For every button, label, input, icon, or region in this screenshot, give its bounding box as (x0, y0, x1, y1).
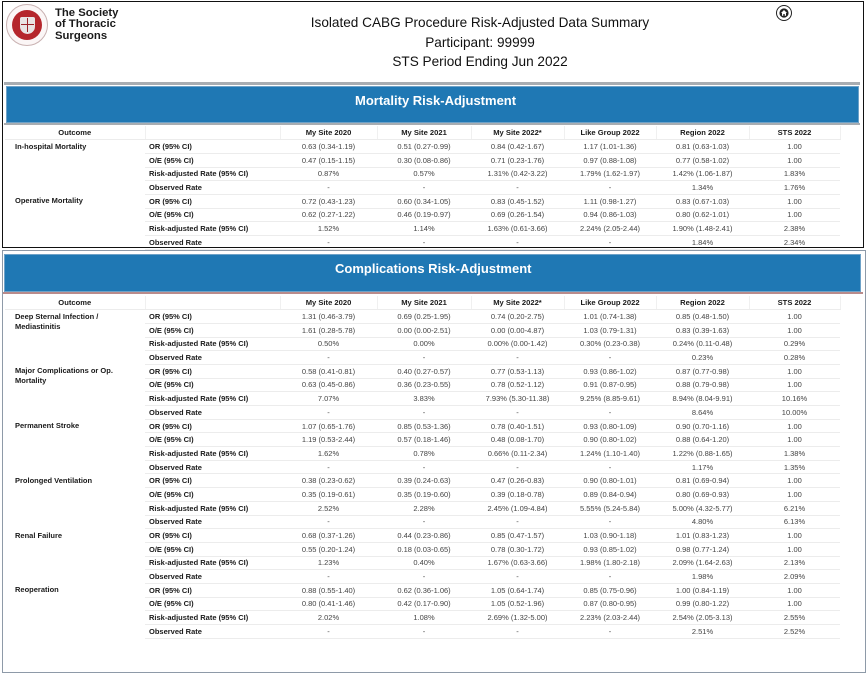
metric-value: 0.62 (0.27-1.22) (280, 208, 377, 222)
metric-value: 0.72 (0.43-1.23) (280, 194, 377, 208)
metric-label: Risk-adjusted Rate (95% CI) (145, 337, 280, 351)
metric-value: 0.40 (0.27-0.57) (377, 364, 471, 378)
metric-value: - (564, 351, 656, 365)
divider (3, 292, 863, 294)
metric-value: 0.57% (377, 167, 471, 181)
metric-value: 0.80 (0.41-1.46) (280, 597, 377, 611)
divider (4, 82, 860, 85)
metric-value: 1.00 (0.84-1.19) (656, 583, 749, 597)
metric-value: 1.08% (377, 611, 471, 625)
table-row (5, 140, 840, 154)
metric-value: - (564, 460, 656, 474)
metric-value: 1.19 (0.53-2.44) (280, 433, 377, 447)
reporting-period: STS Period Ending Jun 2022 (392, 54, 568, 69)
metric-value: 0.58 (0.41-0.81) (280, 364, 377, 378)
table-header-row (5, 296, 840, 310)
metric-value: 1.03 (0.79-1.31) (564, 323, 656, 337)
metric-label: OR (95% CI) (145, 364, 280, 378)
metric-value: - (471, 351, 564, 365)
outcome-name: Reoperation (15, 585, 59, 595)
metric-value: 0.29% (749, 337, 840, 351)
metric-value: 1.34% (656, 181, 749, 195)
metric-value: 2.24% (2.05-2.44) (564, 222, 656, 236)
divider (4, 123, 860, 125)
column-header: My Site 2021 (377, 296, 471, 310)
metric-value: 10.16% (749, 392, 840, 406)
section-title: Mortality Risk-Adjustment (355, 93, 517, 108)
table-row (5, 583, 840, 597)
metric-value: 2.02% (280, 611, 377, 625)
metric-value: 0.55 (0.20-1.24) (280, 542, 377, 556)
column-header: Like Group 2022 (564, 126, 656, 140)
home-button[interactable] (776, 5, 792, 21)
metric-value: 0.47 (0.26-0.83) (471, 474, 564, 488)
metric-value: 5.00% (4.32-5.77) (656, 501, 749, 515)
metric-value: 1.63% (0.61-3.66) (471, 222, 564, 236)
metric-value: 8.64% (656, 406, 749, 420)
metric-label: Observed Rate (145, 236, 280, 250)
column-header: Outcome (5, 296, 145, 310)
metric-value: 0.46 (0.19-0.97) (377, 208, 471, 222)
metric-value: 0.62 (0.36-1.06) (377, 583, 471, 597)
metric-value: - (564, 515, 656, 529)
metric-label: Observed Rate (145, 460, 280, 474)
organization-name (55, 8, 118, 43)
metric-value: - (377, 625, 471, 639)
column-header (145, 296, 280, 310)
metric-value: 0.81 (0.63-1.03) (656, 140, 749, 154)
metric-value: 0.81 (0.69-0.94) (656, 474, 749, 488)
metric-value: 1.03 (0.90-1.18) (564, 529, 656, 543)
column-header (145, 126, 280, 140)
metric-label: O/E (95% CI) (145, 542, 280, 556)
outcome-name: Prolonged Ventilation (15, 475, 93, 485)
column-header: My Site 2022* (471, 296, 564, 310)
metric-value: 0.90 (0.80-1.02) (564, 433, 656, 447)
metric-value: 0.85 (0.48-1.50) (656, 310, 749, 324)
metric-value: 2.28% (377, 501, 471, 515)
table-row (5, 364, 840, 378)
outcome-name: Operative Mortality (15, 196, 83, 206)
metric-value: 0.88 (0.55-1.40) (280, 583, 377, 597)
metric-value: 0.77 (0.58-1.02) (656, 153, 749, 167)
metric-label: Risk-adjusted Rate (95% CI) (145, 501, 280, 515)
metric-value: 9.25% (8.85-9.61) (564, 392, 656, 406)
metric-value: 0.93 (0.85-1.02) (564, 542, 656, 556)
metric-value: - (377, 406, 471, 420)
column-header: My Site 2022* (471, 126, 564, 140)
metric-value: 1.00 (749, 208, 840, 222)
metric-value: 0.28% (749, 351, 840, 365)
metric-value: - (471, 515, 564, 529)
metric-value: 2.23% (2.03-2.44) (564, 611, 656, 625)
metric-value: 3.83% (377, 392, 471, 406)
column-header: Outcome (5, 126, 145, 140)
metric-value: 1.00 (749, 364, 840, 378)
metric-value: 0.36 (0.23-0.55) (377, 378, 471, 392)
metric-value: 0.84 (0.42-1.67) (471, 140, 564, 154)
sts-logo (6, 3, 136, 47)
metric-value: - (377, 181, 471, 195)
metric-value: 1.01 (0.83-1.23) (656, 529, 749, 543)
metric-value: 1.00 (749, 419, 840, 433)
metric-value: - (564, 406, 656, 420)
metric-value: - (377, 460, 471, 474)
report-title: Isolated CABG Procedure Risk-Adjusted Data Summary (310, 15, 650, 30)
metric-label: O/E (95% CI) (145, 153, 280, 167)
metric-value: 0.87% (280, 167, 377, 181)
outcome-name: Permanent Stroke (15, 421, 80, 431)
column-header: My Site 2020 (280, 296, 377, 310)
metric-value: - (280, 515, 377, 529)
metric-label: Observed Rate (145, 351, 280, 365)
metric-value: 0.83 (0.67-1.03) (656, 194, 749, 208)
metric-value: - (377, 515, 471, 529)
outcome-name: In-hospital Mortality (15, 142, 87, 152)
metric-value: 2.52% (749, 625, 840, 639)
metric-value: 0.99 (0.80-1.22) (656, 597, 749, 611)
metric-value: - (471, 406, 564, 420)
metric-value: 0.93 (0.86-1.02) (564, 364, 656, 378)
metric-value: 1.00 (749, 194, 840, 208)
metric-value: - (564, 181, 656, 195)
metric-value: 1.79% (1.62-1.97) (564, 167, 656, 181)
metric-value: - (377, 570, 471, 584)
metric-value: 0.42 (0.17-0.90) (377, 597, 471, 611)
metric-value: 2.38% (749, 222, 840, 236)
metric-value: 2.55% (749, 611, 840, 625)
metric-value: 0.00% (0.00-1.42) (471, 337, 564, 351)
column-header: Region 2022 (656, 126, 749, 140)
metric-value: 5.55% (5.24-5.84) (564, 501, 656, 515)
outcome-name: Major Complications or Op. Mortality (15, 366, 113, 385)
metric-label: OR (95% CI) (145, 419, 280, 433)
column-header: Region 2022 (656, 296, 749, 310)
metric-value: 1.52% (280, 222, 377, 236)
metric-value: - (564, 625, 656, 639)
metric-value: 1.00 (749, 488, 840, 502)
metric-value: 8.94% (8.04-9.91) (656, 392, 749, 406)
metric-value: 0.91 (0.87-0.95) (564, 378, 656, 392)
metric-value: 1.24% (1.10-1.40) (564, 447, 656, 461)
metric-value: 1.00 (749, 433, 840, 447)
metric-value: 0.00 (0.00-4.87) (471, 323, 564, 337)
metric-value: 0.74 (0.20-2.75) (471, 310, 564, 324)
metric-value: 1.62% (280, 447, 377, 461)
metric-value: 1.67% (0.63-3.66) (471, 556, 564, 570)
metric-value: 1.22% (0.88-1.65) (656, 447, 749, 461)
metric-label: Observed Rate (145, 570, 280, 584)
table-row (5, 310, 840, 324)
metric-value: 1.17% (656, 460, 749, 474)
metric-value: 2.09% (749, 570, 840, 584)
metric-value: 1.11 (0.98-1.27) (564, 194, 656, 208)
metric-value: 1.90% (1.48-2.41) (656, 222, 749, 236)
metric-value: 0.78% (377, 447, 471, 461)
outcome-name: Renal Failure (15, 530, 63, 540)
metric-value: - (280, 625, 377, 639)
metric-label: Risk-adjusted Rate (95% CI) (145, 167, 280, 181)
metric-value: 1.76% (749, 181, 840, 195)
metric-value: 1.83% (749, 167, 840, 181)
metric-label: OR (95% CI) (145, 583, 280, 597)
metric-value: 1.84% (656, 236, 749, 250)
metric-label: OR (95% CI) (145, 140, 280, 154)
metric-value: 1.42% (1.06-1.87) (656, 167, 749, 181)
table-row (5, 419, 840, 433)
metric-value: 0.35 (0.19-0.61) (280, 488, 377, 502)
metric-value: - (280, 236, 377, 250)
metric-value: 0.24% (0.11-0.48) (656, 337, 749, 351)
metric-value: 7.07% (280, 392, 377, 406)
metric-label: O/E (95% CI) (145, 597, 280, 611)
section-header-complications (4, 254, 861, 292)
metric-value: 2.09% (1.64-2.63) (656, 556, 749, 570)
org-name-line: Surgeons (55, 29, 108, 42)
metric-value: 1.00 (749, 323, 840, 337)
metric-value: 0.90 (0.70-1.16) (656, 419, 749, 433)
metric-value: 0.88 (0.64-1.20) (656, 433, 749, 447)
metric-value: 1.31 (0.46-3.79) (280, 310, 377, 324)
section-header-mortality (6, 86, 859, 123)
metric-value: - (377, 236, 471, 250)
metric-value: 0.87 (0.77-0.98) (656, 364, 749, 378)
metric-value: - (280, 460, 377, 474)
metric-value: 0.78 (0.30-1.72) (471, 542, 564, 556)
participant-id: Participant: 99999 (425, 34, 535, 50)
metric-value: 2.51% (656, 625, 749, 639)
metric-value: 0.18 (0.03-0.65) (377, 542, 471, 556)
metric-value: - (280, 351, 377, 365)
metric-label: Risk-adjusted Rate (95% CI) (145, 392, 280, 406)
table-row (5, 529, 840, 543)
metric-value: 2.45% (1.09-4.84) (471, 501, 564, 515)
metric-label: Risk-adjusted Rate (95% CI) (145, 447, 280, 461)
metric-value: 1.01 (0.74-1.38) (564, 310, 656, 324)
metric-value: - (471, 570, 564, 584)
metric-value: 7.93% (5.30-11.38) (471, 392, 564, 406)
metric-value: - (280, 406, 377, 420)
metric-value: 1.14% (377, 222, 471, 236)
metric-value: 0.69 (0.26-1.54) (471, 208, 564, 222)
metric-value: - (564, 570, 656, 584)
metric-label: OR (95% CI) (145, 194, 280, 208)
metric-value: - (280, 181, 377, 195)
column-header: STS 2022 (749, 126, 840, 140)
metric-label: Observed Rate (145, 406, 280, 420)
metric-value: 0.83 (0.45-1.52) (471, 194, 564, 208)
metric-value: 0.00% (377, 337, 471, 351)
metric-value: 1.00 (749, 583, 840, 597)
metric-value: 0.68 (0.37-1.26) (280, 529, 377, 543)
outcome-name: Deep Sternal Infection / Mediastinitis (15, 312, 99, 331)
metric-value: 1.05 (0.52-1.96) (471, 597, 564, 611)
metric-value: 2.34% (749, 236, 840, 250)
metric-value: 0.87 (0.80-0.95) (564, 597, 656, 611)
metric-value: 0.60 (0.34-1.05) (377, 194, 471, 208)
metric-value: 4.80% (656, 515, 749, 529)
metric-value: - (471, 236, 564, 250)
metric-value: 0.39 (0.18-0.78) (471, 488, 564, 502)
metric-value: 0.63 (0.34-1.19) (280, 140, 377, 154)
metric-value: 2.13% (749, 556, 840, 570)
metric-value: 0.47 (0.15-1.15) (280, 153, 377, 167)
metric-value: 1.38% (749, 447, 840, 461)
metric-value: 1.17 (1.01-1.36) (564, 140, 656, 154)
metric-label: O/E (95% CI) (145, 208, 280, 222)
metric-label: Risk-adjusted Rate (95% CI) (145, 556, 280, 570)
org-name-line: The Society (55, 6, 119, 19)
column-header: My Site 2020 (280, 126, 377, 140)
metric-label: OR (95% CI) (145, 310, 280, 324)
metric-value: 1.00 (749, 542, 840, 556)
metric-value: 1.00 (749, 474, 840, 488)
metric-label: O/E (95% CI) (145, 378, 280, 392)
metric-value: 0.35 (0.19-0.60) (377, 488, 471, 502)
metric-value: 0.50% (280, 337, 377, 351)
metric-label: Observed Rate (145, 515, 280, 529)
metric-value: 2.52% (280, 501, 377, 515)
metric-value: 1.35% (749, 460, 840, 474)
metric-value: 0.23% (656, 351, 749, 365)
metric-value: 0.98 (0.77-1.24) (656, 542, 749, 556)
table-header-row (5, 126, 840, 140)
metric-value: 0.40% (377, 556, 471, 570)
metric-label: Risk-adjusted Rate (95% CI) (145, 611, 280, 625)
metric-value: 0.48 (0.08-1.70) (471, 433, 564, 447)
metric-value: 0.97 (0.88-1.08) (564, 153, 656, 167)
metric-value: 0.30% (0.23-0.38) (564, 337, 656, 351)
column-header: Like Group 2022 (564, 296, 656, 310)
metric-value: - (471, 625, 564, 639)
metric-label: Risk-adjusted Rate (95% CI) (145, 222, 280, 236)
metric-value: 0.57 (0.18-1.46) (377, 433, 471, 447)
metric-value: 1.23% (280, 556, 377, 570)
mortality-table (5, 126, 841, 250)
metric-value: 0.94 (0.86-1.03) (564, 208, 656, 222)
metric-value: 2.69% (1.32-5.00) (471, 611, 564, 625)
metric-value: 0.78 (0.40-1.51) (471, 419, 564, 433)
metric-value: 0.00 (0.00-2.51) (377, 323, 471, 337)
metric-label: O/E (95% CI) (145, 323, 280, 337)
metric-value: 0.71 (0.23-1.76) (471, 153, 564, 167)
sts-seal-icon (6, 4, 48, 46)
metric-value: 0.83 (0.39-1.63) (656, 323, 749, 337)
column-header: My Site 2021 (377, 126, 471, 140)
metric-value: 0.63 (0.45-0.86) (280, 378, 377, 392)
metric-value: 1.05 (0.64-1.74) (471, 583, 564, 597)
metric-value: 0.90 (0.80-1.01) (564, 474, 656, 488)
metric-value: 2.54% (2.05-3.13) (656, 611, 749, 625)
metric-value: 0.44 (0.23-0.86) (377, 529, 471, 543)
metric-value: 0.80 (0.62-1.01) (656, 208, 749, 222)
metric-value: - (280, 570, 377, 584)
metric-value: 0.88 (0.79-0.98) (656, 378, 749, 392)
metric-value: - (471, 181, 564, 195)
metric-value: - (377, 351, 471, 365)
metric-value: 0.89 (0.84-0.94) (564, 488, 656, 502)
metric-value: 1.07 (0.65-1.76) (280, 419, 377, 433)
metric-label: Observed Rate (145, 181, 280, 195)
metric-value: 1.00 (749, 140, 840, 154)
section-title: Complications Risk-Adjustment (335, 261, 532, 276)
metric-value: 1.61 (0.28-5.78) (280, 323, 377, 337)
metric-value: 0.51 (0.27-0.99) (377, 140, 471, 154)
metric-value: 0.78 (0.52-1.12) (471, 378, 564, 392)
metric-label: O/E (95% CI) (145, 488, 280, 502)
metric-value: 0.66% (0.11-2.34) (471, 447, 564, 461)
table-row (5, 474, 840, 488)
org-name-line: of Thoracic (55, 18, 116, 31)
column-header: STS 2022 (749, 296, 840, 310)
metric-label: OR (95% CI) (145, 529, 280, 543)
table-row (5, 194, 840, 208)
metric-value: 6.21% (749, 501, 840, 515)
complications-table (5, 296, 841, 639)
metric-value: 1.98% (1.80-2.18) (564, 556, 656, 570)
metric-value: 0.93 (0.80-1.09) (564, 419, 656, 433)
metric-value: 0.30 (0.08-0.86) (377, 153, 471, 167)
metric-value: 1.00 (749, 310, 840, 324)
metric-label: OR (95% CI) (145, 474, 280, 488)
metric-value: 6.13% (749, 515, 840, 529)
metric-value: 0.39 (0.24-0.63) (377, 474, 471, 488)
metric-label: O/E (95% CI) (145, 433, 280, 447)
metric-value: 0.69 (0.25-1.95) (377, 310, 471, 324)
metric-value: 1.00 (749, 529, 840, 543)
metric-label: Observed Rate (145, 625, 280, 639)
metric-value: 1.98% (656, 570, 749, 584)
metric-value: 0.85 (0.53-1.36) (377, 419, 471, 433)
metric-value: 0.38 (0.23-0.62) (280, 474, 377, 488)
metric-value: 0.85 (0.47-1.57) (471, 529, 564, 543)
report-header (250, 13, 710, 72)
metric-value: 1.31% (0.42-3.22) (471, 167, 564, 181)
metric-value: 1.00 (749, 378, 840, 392)
metric-value: 1.00 (749, 597, 840, 611)
metric-value: 1.00 (749, 153, 840, 167)
metric-value: - (471, 460, 564, 474)
metric-value: - (564, 236, 656, 250)
metric-value: 0.77 (0.53-1.13) (471, 364, 564, 378)
home-icon (779, 8, 789, 18)
metric-value: 10.00% (749, 406, 840, 420)
metric-value: 0.85 (0.75-0.96) (564, 583, 656, 597)
metric-value: 0.80 (0.69-0.93) (656, 488, 749, 502)
